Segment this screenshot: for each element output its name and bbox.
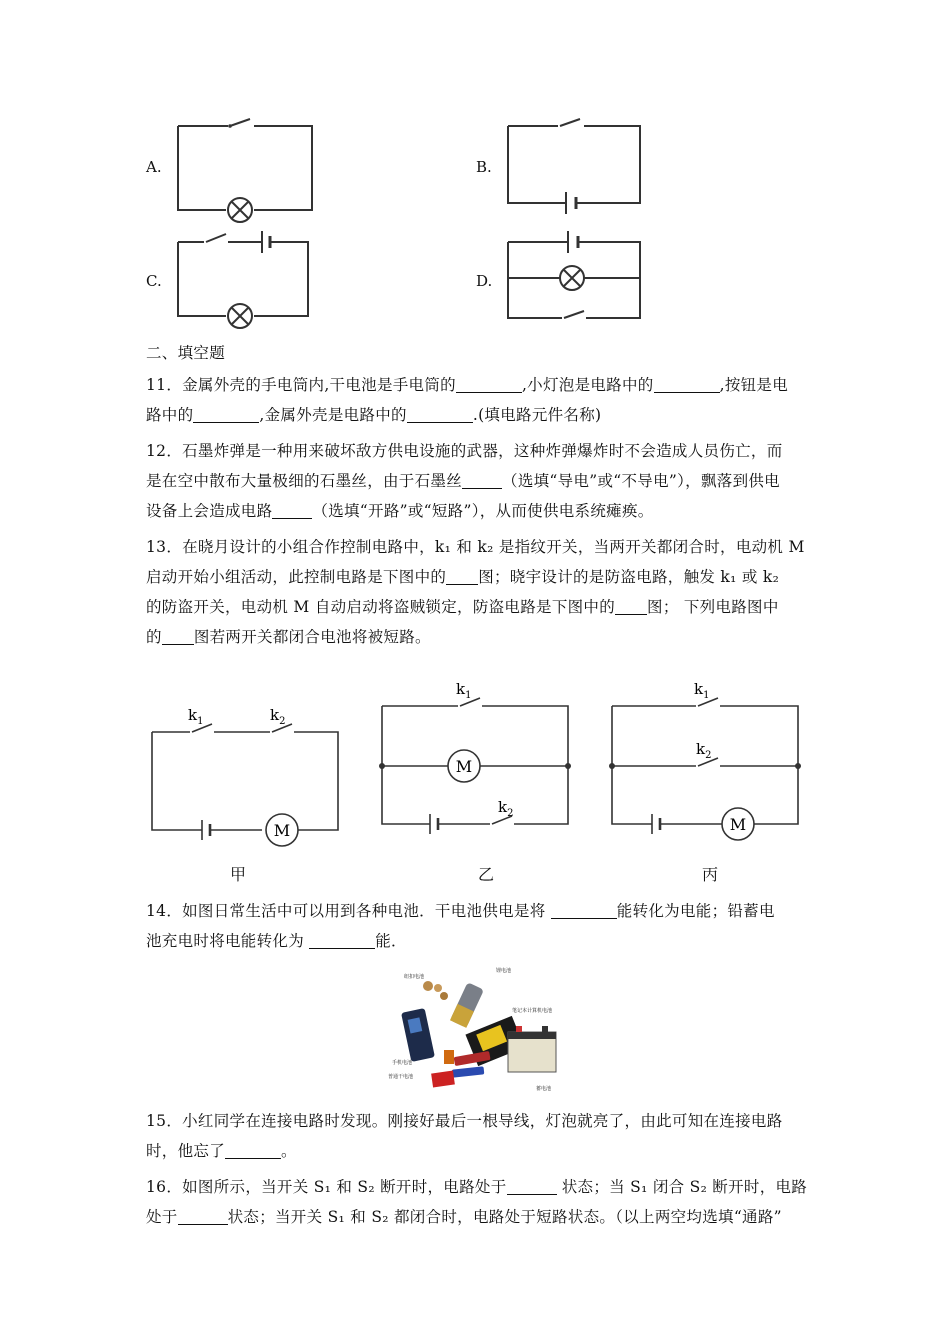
battery-label-button-cell: 纽扣电池 (404, 974, 425, 980)
svg-text:k2: $k_2$ (498, 798, 514, 819)
option-d-label[interactable]: D. (476, 272, 493, 290)
option-b-label[interactable]: B. (476, 158, 492, 176)
circuit-c-diagram (170, 228, 320, 328)
blank-q16-2[interactable] (178, 1206, 228, 1225)
blank-q13-3[interactable] (162, 626, 194, 645)
battery-label-dry-cell: 普通干电池 (388, 1074, 414, 1080)
circuit-jia-diagram (148, 700, 348, 845)
caption-jia: 甲 (230, 865, 247, 884)
battery-label-lithium: 锂电池 (496, 968, 512, 974)
battery-label-lead-acid: 蓄电池 (536, 1086, 552, 1092)
battery-label-phone: 手机电池 (392, 1060, 413, 1066)
svg-text:M: M (455, 757, 473, 776)
svg-text:k1: $k_1$ (694, 680, 710, 701)
k1-label: k (188, 706, 198, 724)
battery-label-notebook: 笔记本计算机电池 (512, 1008, 553, 1014)
circuit-d-diagram (500, 230, 650, 330)
motor-label: M (273, 821, 291, 840)
question-16: 16．如图所示，当开关 S₁ 和 S₂ 断开时，电路处于 状态；当 S₁ 闭合 S₂ 断开时，电路 处于 状态；当开关 S₁ 和 S₂ 都闭合时，电路处于短路状态。（以上两空均选填“通路” (146, 1178, 808, 1226)
blank-q14-1[interactable] (551, 900, 617, 919)
question-12: 12．石墨炸弹是一种用来破坏敌方供电设施的武器，这种炸弹爆炸时不会造成人员伤亡，而 是在空中散布大量极细的石墨丝，由于石墨丝 （选填“导电”或“不导电”），飘落到供电 设备上会造成电路 （选填“开路”或“短路”），从而使供电系统瘫痪。 (146, 442, 783, 520)
option-a-label[interactable]: A. (146, 158, 162, 176)
section-heading: 二、填空题 (146, 344, 226, 362)
question-13: 13．在晓月设计的小组合作控制电路中，k₁ 和 k₂ 是指纹开关，当两开关都闭合时，电动机 M 启动开始小组活动，此控制电路是下图中的 图；晓宇设计的是防盗电路，触发 k₁ 或 k₂ 的防盗开关，电动机 M 自动启动将盗贼锁定，防盗电路是下图中的 图； 下列电路图中 的 图若两开关都闭合电池将被短路。 (146, 538, 805, 646)
blank-q14-2[interactable] (309, 930, 375, 949)
question-11: 11．金属外壳的手电筒内,干电池是手电筒的 ,小灯泡是电路中的 ,按钮是电 路中的 ,金属外壳是电路中的 .(填电路元件名称) (146, 376, 789, 424)
batteries-image (384, 966, 584, 1096)
svg-text:M: M (729, 815, 747, 834)
circuit-b-diagram (500, 118, 650, 218)
circuit-a-diagram (170, 118, 320, 218)
blank-q12-2[interactable] (272, 500, 312, 519)
blank-q13-2[interactable] (615, 596, 647, 615)
blank-q16-1[interactable] (507, 1176, 557, 1195)
blank-q11-4[interactable] (407, 404, 473, 423)
svg-text:k1: $k_1$ (456, 680, 472, 701)
blank-q11-1[interactable] (456, 374, 522, 393)
svg-text:k1: $k_1$ (188, 706, 204, 727)
blank-q12-1[interactable] (462, 470, 502, 489)
question-15: 15．小红同学在连接电路时发现。刚接好最后一根导线，灯泡就亮了，由此可知在连接电路 时，他忘了 。 (146, 1112, 783, 1160)
k2-label: k (270, 706, 280, 724)
svg-text:k2: $k_2$ (696, 740, 712, 761)
circuit-yi-diagram (376, 682, 576, 842)
option-c-label[interactable]: C. (146, 272, 162, 290)
svg-text:k2: $k_2$ (270, 706, 286, 727)
caption-yi: 乙 (478, 865, 495, 884)
caption-bing: 丙 (702, 865, 719, 884)
blank-q11-2[interactable] (654, 374, 720, 393)
circuit-bing-diagram (606, 682, 806, 842)
blank-q13-1[interactable] (446, 566, 478, 585)
blank-q11-3[interactable] (193, 404, 259, 423)
question-14: 14．如图日常生活中可以用到各种电池．干电池供电是将 能转化为电能；铅蓄电 池充电时将电能转化为 能． (146, 902, 775, 950)
blank-q15-1[interactable] (225, 1140, 281, 1159)
